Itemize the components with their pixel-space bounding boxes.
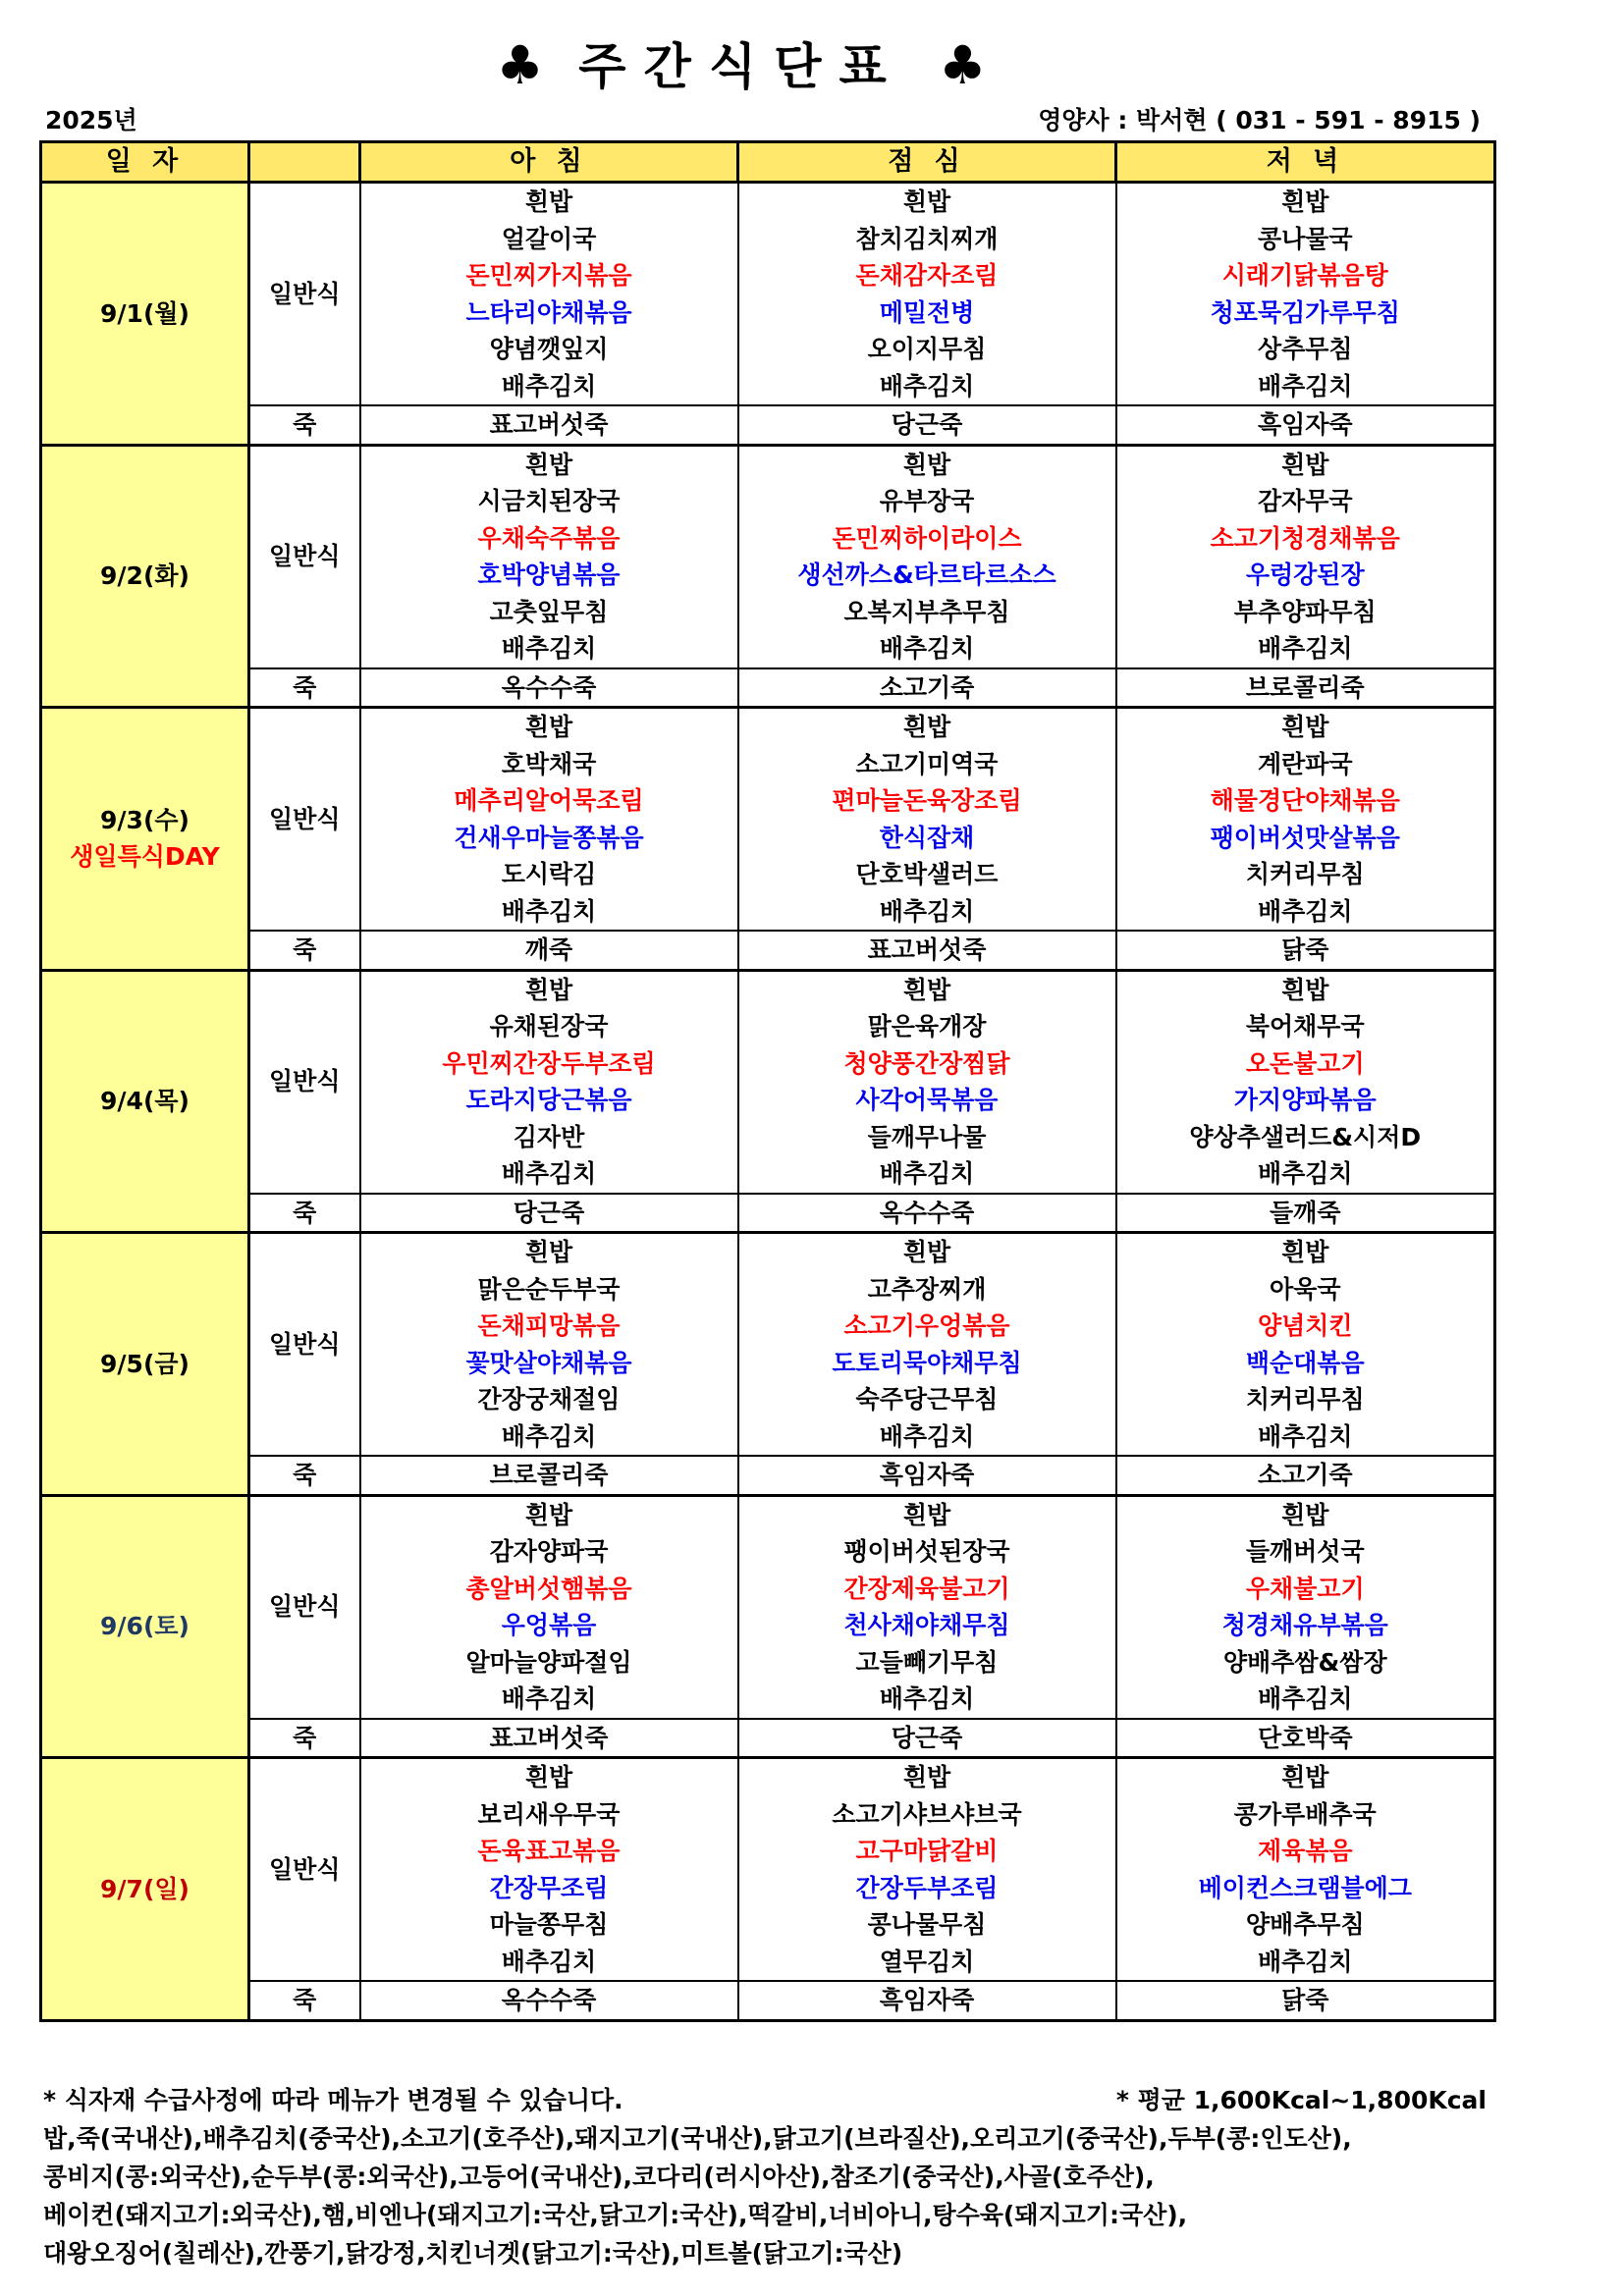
porridge-row bbox=[41, 1719, 1495, 1758]
breakfast-item: 배추김치 bbox=[360, 368, 738, 406]
breakfast-item: 알마늘양파절임 bbox=[360, 1644, 738, 1682]
club-left-icon: ♣ bbox=[496, 34, 544, 96]
porridge-row bbox=[41, 931, 1495, 970]
meal-type-porridge: 죽 bbox=[249, 1456, 360, 1495]
menu-body bbox=[41, 183, 1495, 2021]
breakfast-item: 흰밥 bbox=[360, 1495, 738, 1533]
breakfast-item: 맑은순두부국 bbox=[360, 1271, 738, 1308]
dinner-item: 북어채무국 bbox=[1116, 1008, 1495, 1045]
lunch-item: 편마늘돈육장조림 bbox=[738, 782, 1116, 820]
dinner-item: 배추김치 bbox=[1116, 1681, 1495, 1719]
breakfast-item: 흰밥 bbox=[360, 1233, 738, 1271]
porridge-item: 흑임자죽 bbox=[738, 1456, 1116, 1495]
dinner-item: 들깨버섯국 bbox=[1116, 1533, 1495, 1571]
day-cell bbox=[41, 1758, 249, 2021]
breakfast-item: 유채된장국 bbox=[360, 1008, 738, 1045]
lunch-item: 소고기샤브샤브국 bbox=[738, 1796, 1116, 1834]
notes bbox=[43, 2081, 1487, 2272]
porridge-item: 소고기죽 bbox=[738, 668, 1116, 708]
dinner-item: 베이컨스크램블에그 bbox=[1116, 1870, 1495, 1907]
meal-type-general: 일반식 bbox=[249, 970, 360, 1194]
porridge-item: 닭죽 bbox=[1116, 931, 1495, 970]
dinner-item: 제육볶음 bbox=[1116, 1833, 1495, 1870]
dinner-item: 양배추무침 bbox=[1116, 1906, 1495, 1944]
dinner-item: 해물경단야채볶음 bbox=[1116, 782, 1495, 820]
dinner-item: 치커리무침 bbox=[1116, 1381, 1495, 1418]
meal-type-porridge: 죽 bbox=[249, 1194, 360, 1233]
dietitian-contact: 영양사 : 박서현 ( 031 - 591 - 8915 ) bbox=[1038, 106, 1481, 134]
porridge-item: 표고버섯죽 bbox=[360, 405, 738, 445]
lunch-item: 유부장국 bbox=[738, 483, 1116, 520]
table-row bbox=[41, 970, 1495, 1008]
column-day: 일 자 bbox=[41, 142, 249, 183]
lunch-item: 참치김치찌개 bbox=[738, 221, 1116, 258]
dinner-item: 배추김치 bbox=[1116, 893, 1495, 932]
breakfast-item: 총알버섯햄볶음 bbox=[360, 1571, 738, 1608]
porridge-item: 단호박죽 bbox=[1116, 1719, 1495, 1758]
dinner-item: 계란파국 bbox=[1116, 746, 1495, 783]
day-label: 9/3(수) bbox=[100, 805, 189, 834]
meal-type-general: 일반식 bbox=[249, 445, 360, 668]
dinner-item: 흰밥 bbox=[1116, 183, 1495, 221]
table-row bbox=[41, 1233, 1495, 1271]
dinner-item: 가지양파볶음 bbox=[1116, 1082, 1495, 1119]
breakfast-item: 호박양념볶음 bbox=[360, 557, 738, 594]
table-header-row bbox=[41, 142, 1495, 183]
lunch-item: 단호박샐러드 bbox=[738, 856, 1116, 893]
porridge-item: 닭죽 bbox=[1116, 1981, 1495, 2020]
dinner-item: 배추김치 bbox=[1116, 1155, 1495, 1194]
column-dinner: 저 녁 bbox=[1116, 142, 1495, 183]
dinner-item: 상추무침 bbox=[1116, 331, 1495, 368]
porridge-item: 들깨죽 bbox=[1116, 1194, 1495, 1233]
breakfast-item: 흰밥 bbox=[360, 183, 738, 221]
meal-type-general: 일반식 bbox=[249, 708, 360, 932]
day-label: 9/5(금) bbox=[100, 1349, 189, 1378]
lunch-item: 흰밥 bbox=[738, 970, 1116, 1008]
breakfast-item: 양념깻잎지 bbox=[360, 331, 738, 368]
lunch-item: 배추김치 bbox=[738, 1418, 1116, 1457]
lunch-item: 오이지무침 bbox=[738, 331, 1116, 368]
dinner-item: 양념치킨 bbox=[1116, 1308, 1495, 1345]
breakfast-item: 감자양파국 bbox=[360, 1533, 738, 1571]
lunch-item: 생선까스&타르타르소스 bbox=[738, 557, 1116, 594]
breakfast-item: 우채숙주볶음 bbox=[360, 520, 738, 558]
lunch-item: 콩나물무침 bbox=[738, 1906, 1116, 1944]
breakfast-item: 도시락김 bbox=[360, 856, 738, 893]
lunch-item: 간장제육불고기 bbox=[738, 1571, 1116, 1608]
lunch-item: 흰밥 bbox=[738, 445, 1116, 483]
lunch-item: 흰밥 bbox=[738, 183, 1116, 221]
breakfast-item: 느타리야채볶음 bbox=[360, 294, 738, 332]
lunch-item: 메밀전병 bbox=[738, 294, 1116, 332]
breakfast-item: 흰밥 bbox=[360, 970, 738, 1008]
porridge-item: 당근죽 bbox=[738, 405, 1116, 445]
origin-line: 밥,죽(국내산),배추김치(중국산),소고기(호주산),돼지고기(국내산),닭고기(브라질산),오리고기(중국산),두부(콩:인도산), bbox=[43, 2124, 1352, 2153]
dinner-item: 청포묵김가루무침 bbox=[1116, 294, 1495, 332]
dinner-item: 청경채유부볶음 bbox=[1116, 1607, 1495, 1644]
breakfast-item: 배추김치 bbox=[360, 1155, 738, 1194]
porridge-row bbox=[41, 1456, 1495, 1495]
porridge-item: 깨죽 bbox=[360, 931, 738, 970]
breakfast-item: 김자반 bbox=[360, 1119, 738, 1156]
breakfast-item: 돈민찌가지볶음 bbox=[360, 257, 738, 294]
lunch-item: 흰밥 bbox=[738, 1233, 1116, 1271]
breakfast-item: 얼갈이국 bbox=[360, 221, 738, 258]
breakfast-item: 배추김치 bbox=[360, 630, 738, 668]
breakfast-item: 간장궁채절임 bbox=[360, 1381, 738, 1418]
origin-line: 콩비지(콩:외국산),순두부(콩:외국산),고등어(국내산),코다리(러시아산),참조기(중국산),사골(호주산), bbox=[43, 2163, 1155, 2191]
meal-type-porridge: 죽 bbox=[249, 1981, 360, 2020]
table-row bbox=[41, 1495, 1495, 1533]
lunch-item: 돈민찌하이라이스 bbox=[738, 520, 1116, 558]
breakfast-item: 고춧잎무침 bbox=[360, 594, 738, 631]
lunch-item: 소고기미역국 bbox=[738, 746, 1116, 783]
dinner-item: 흰밥 bbox=[1116, 1233, 1495, 1271]
meal-type-general: 일반식 bbox=[249, 183, 360, 406]
lunch-item: 돈채감자조림 bbox=[738, 257, 1116, 294]
breakfast-item: 흰밥 bbox=[360, 445, 738, 483]
breakfast-item: 배추김치 bbox=[360, 1418, 738, 1457]
column-lunch: 점 심 bbox=[738, 142, 1116, 183]
dinner-item: 흰밥 bbox=[1116, 708, 1495, 746]
lunch-item: 배추김치 bbox=[738, 630, 1116, 668]
lunch-item: 도토리묵야채무침 bbox=[738, 1345, 1116, 1382]
year-label: 2025년 bbox=[45, 106, 137, 134]
breakfast-item: 간장무조림 bbox=[360, 1870, 738, 1907]
meal-type-porridge: 죽 bbox=[249, 405, 360, 445]
kcal-notice: * 평균 1,600Kcal~1,800Kcal bbox=[1115, 2086, 1487, 2114]
weekly-menu-table bbox=[39, 140, 1496, 2022]
club-right-icon: ♣ bbox=[939, 34, 987, 96]
meal-type-general: 일반식 bbox=[249, 1758, 360, 1982]
breakfast-item: 마늘쫑무침 bbox=[360, 1906, 738, 1944]
table-row bbox=[41, 445, 1495, 483]
porridge-item: 당근죽 bbox=[360, 1194, 738, 1233]
dinner-item: 우렁강된장 bbox=[1116, 557, 1495, 594]
porridge-item: 브로콜리죽 bbox=[360, 1456, 738, 1495]
dinner-item: 부추양파무침 bbox=[1116, 594, 1495, 631]
dinner-item: 치커리무침 bbox=[1116, 856, 1495, 893]
lunch-item: 오복지부추무침 bbox=[738, 594, 1116, 631]
day-label: 9/6(토) bbox=[100, 1612, 189, 1640]
column-type bbox=[249, 142, 360, 183]
dinner-item: 흰밥 bbox=[1116, 445, 1495, 483]
day-cell bbox=[41, 1495, 249, 1758]
dinner-item: 오돈불고기 bbox=[1116, 1045, 1495, 1083]
porridge-row bbox=[41, 668, 1495, 708]
dinner-item: 흰밥 bbox=[1116, 970, 1495, 1008]
meal-type-porridge: 죽 bbox=[249, 931, 360, 970]
day-cell bbox=[41, 970, 249, 1233]
breakfast-item: 보리새우무국 bbox=[360, 1796, 738, 1834]
breakfast-item: 호박채국 bbox=[360, 746, 738, 783]
dinner-item: 배추김치 bbox=[1116, 1418, 1495, 1457]
table-row bbox=[41, 1758, 1495, 1796]
dinner-item: 콩나물국 bbox=[1116, 221, 1495, 258]
lunch-item: 고구마닭갈비 bbox=[738, 1833, 1116, 1870]
porridge-item: 옥수수죽 bbox=[738, 1194, 1116, 1233]
lunch-item: 고들빼기무침 bbox=[738, 1644, 1116, 1682]
lunch-item: 소고기우엉볶음 bbox=[738, 1308, 1116, 1345]
porridge-item: 브로콜리죽 bbox=[1116, 668, 1495, 708]
dinner-item: 감자무국 bbox=[1116, 483, 1495, 520]
lunch-item: 흰밥 bbox=[738, 1495, 1116, 1533]
lunch-item: 맑은육개장 bbox=[738, 1008, 1116, 1045]
porridge-item: 흑임자죽 bbox=[738, 1981, 1116, 2020]
lunch-item: 청양풍간장찜닭 bbox=[738, 1045, 1116, 1083]
porridge-row bbox=[41, 1981, 1495, 2020]
column-breakfast: 아 침 bbox=[360, 142, 738, 183]
porridge-item: 당근죽 bbox=[738, 1719, 1116, 1758]
dinner-item: 아욱국 bbox=[1116, 1271, 1495, 1308]
dinner-item: 양배추쌈&쌈장 bbox=[1116, 1644, 1495, 1682]
lunch-item: 간장두부조림 bbox=[738, 1870, 1116, 1907]
lunch-item: 배추김치 bbox=[738, 1681, 1116, 1719]
dinner-item: 팽이버섯맛살볶음 bbox=[1116, 820, 1495, 857]
meal-type-general: 일반식 bbox=[249, 1495, 360, 1719]
day-label: 9/2(화) bbox=[100, 561, 189, 590]
meal-type-porridge: 죽 bbox=[249, 1719, 360, 1758]
lunch-item: 흰밥 bbox=[738, 1758, 1116, 1796]
page-title bbox=[0, 27, 1483, 98]
dinner-item: 배추김치 bbox=[1116, 630, 1495, 668]
day-sublabel: 생일특식DAY bbox=[70, 842, 220, 871]
breakfast-item: 메추리알어묵조림 bbox=[360, 782, 738, 820]
origin-line: 대왕오징어(칠레산),깐풍기,닭강정,치킨너겟(닭고기:국산),미트볼(닭고기:국산) bbox=[43, 2239, 903, 2268]
lunch-item: 사각어묵볶음 bbox=[738, 1082, 1116, 1119]
breakfast-item: 도라지당근볶음 bbox=[360, 1082, 738, 1119]
porridge-item: 옥수수죽 bbox=[360, 1981, 738, 2020]
dinner-item: 흰밥 bbox=[1116, 1758, 1495, 1796]
origin-line: 베이컨(돼지고기:외국산),햄,비엔나(돼지고기:국산,닭고기:국산),떡갈비,너비아니,탕수육(돼지고기:국산), bbox=[43, 2201, 1188, 2229]
dinner-item: 백순대볶음 bbox=[1116, 1345, 1495, 1382]
day-label: 9/1(월) bbox=[100, 298, 189, 328]
day-cell bbox=[41, 183, 249, 446]
lunch-item: 팽이버섯된장국 bbox=[738, 1533, 1116, 1571]
meal-type-general: 일반식 bbox=[249, 1233, 360, 1457]
breakfast-item: 흰밥 bbox=[360, 708, 738, 746]
title-text: 주간식단표 bbox=[578, 38, 904, 95]
porridge-row bbox=[41, 405, 1495, 445]
lunch-item: 고추장찌개 bbox=[738, 1271, 1116, 1308]
porridge-item: 표고버섯죽 bbox=[738, 931, 1116, 970]
breakfast-item: 배추김치 bbox=[360, 1681, 738, 1719]
day-cell bbox=[41, 708, 249, 971]
lunch-item: 들깨무나물 bbox=[738, 1119, 1116, 1156]
lunch-item: 천사채야채무침 bbox=[738, 1607, 1116, 1644]
porridge-item: 옥수수죽 bbox=[360, 668, 738, 708]
breakfast-item: 우민찌간장두부조림 bbox=[360, 1045, 738, 1083]
dinner-item: 배추김치 bbox=[1116, 368, 1495, 406]
breakfast-item: 돈육표고볶음 bbox=[360, 1833, 738, 1870]
dinner-item: 소고기청경채볶음 bbox=[1116, 520, 1495, 558]
lunch-item: 흰밥 bbox=[738, 708, 1116, 746]
porridge-row bbox=[41, 1194, 1495, 1233]
day-label: 9/7(일) bbox=[100, 1874, 189, 1903]
porridge-item: 표고버섯죽 bbox=[360, 1719, 738, 1758]
lunch-item: 열무김치 bbox=[738, 1944, 1116, 1982]
table-row bbox=[41, 708, 1495, 746]
lunch-item: 배추김치 bbox=[738, 368, 1116, 406]
meal-type-porridge: 죽 bbox=[249, 668, 360, 708]
breakfast-item: 우엉볶음 bbox=[360, 1607, 738, 1644]
breakfast-item: 건새우마늘쫑볶음 bbox=[360, 820, 738, 857]
breakfast-item: 꽃맛살야채볶음 bbox=[360, 1345, 738, 1382]
breakfast-item: 돈채피망볶음 bbox=[360, 1308, 738, 1345]
dinner-item: 배추김치 bbox=[1116, 1944, 1495, 1982]
breakfast-item: 흰밥 bbox=[360, 1758, 738, 1796]
porridge-item: 소고기죽 bbox=[1116, 1456, 1495, 1495]
dinner-item: 양상추샐러드&시저D bbox=[1116, 1119, 1495, 1156]
breakfast-item: 시금치된장국 bbox=[360, 483, 738, 520]
dinner-item: 콩가루배추국 bbox=[1116, 1796, 1495, 1834]
lunch-item: 배추김치 bbox=[738, 1155, 1116, 1194]
breakfast-item: 배추김치 bbox=[360, 893, 738, 932]
lunch-item: 배추김치 bbox=[738, 893, 1116, 932]
porridge-item: 흑임자죽 bbox=[1116, 405, 1495, 445]
dinner-item: 흰밥 bbox=[1116, 1495, 1495, 1533]
day-cell bbox=[41, 445, 249, 708]
dinner-item: 우채불고기 bbox=[1116, 1571, 1495, 1608]
breakfast-item: 배추김치 bbox=[360, 1944, 738, 1982]
lunch-item: 숙주당근무침 bbox=[738, 1381, 1116, 1418]
change-notice: * 식자재 수급사정에 따라 메뉴가 변경될 수 있습니다. bbox=[43, 2086, 623, 2114]
day-label: 9/4(목) bbox=[100, 1087, 189, 1115]
day-cell bbox=[41, 1233, 249, 1496]
dinner-item: 시래기닭볶음탕 bbox=[1116, 257, 1495, 294]
table-row bbox=[41, 183, 1495, 221]
lunch-item: 한식잡채 bbox=[738, 820, 1116, 857]
